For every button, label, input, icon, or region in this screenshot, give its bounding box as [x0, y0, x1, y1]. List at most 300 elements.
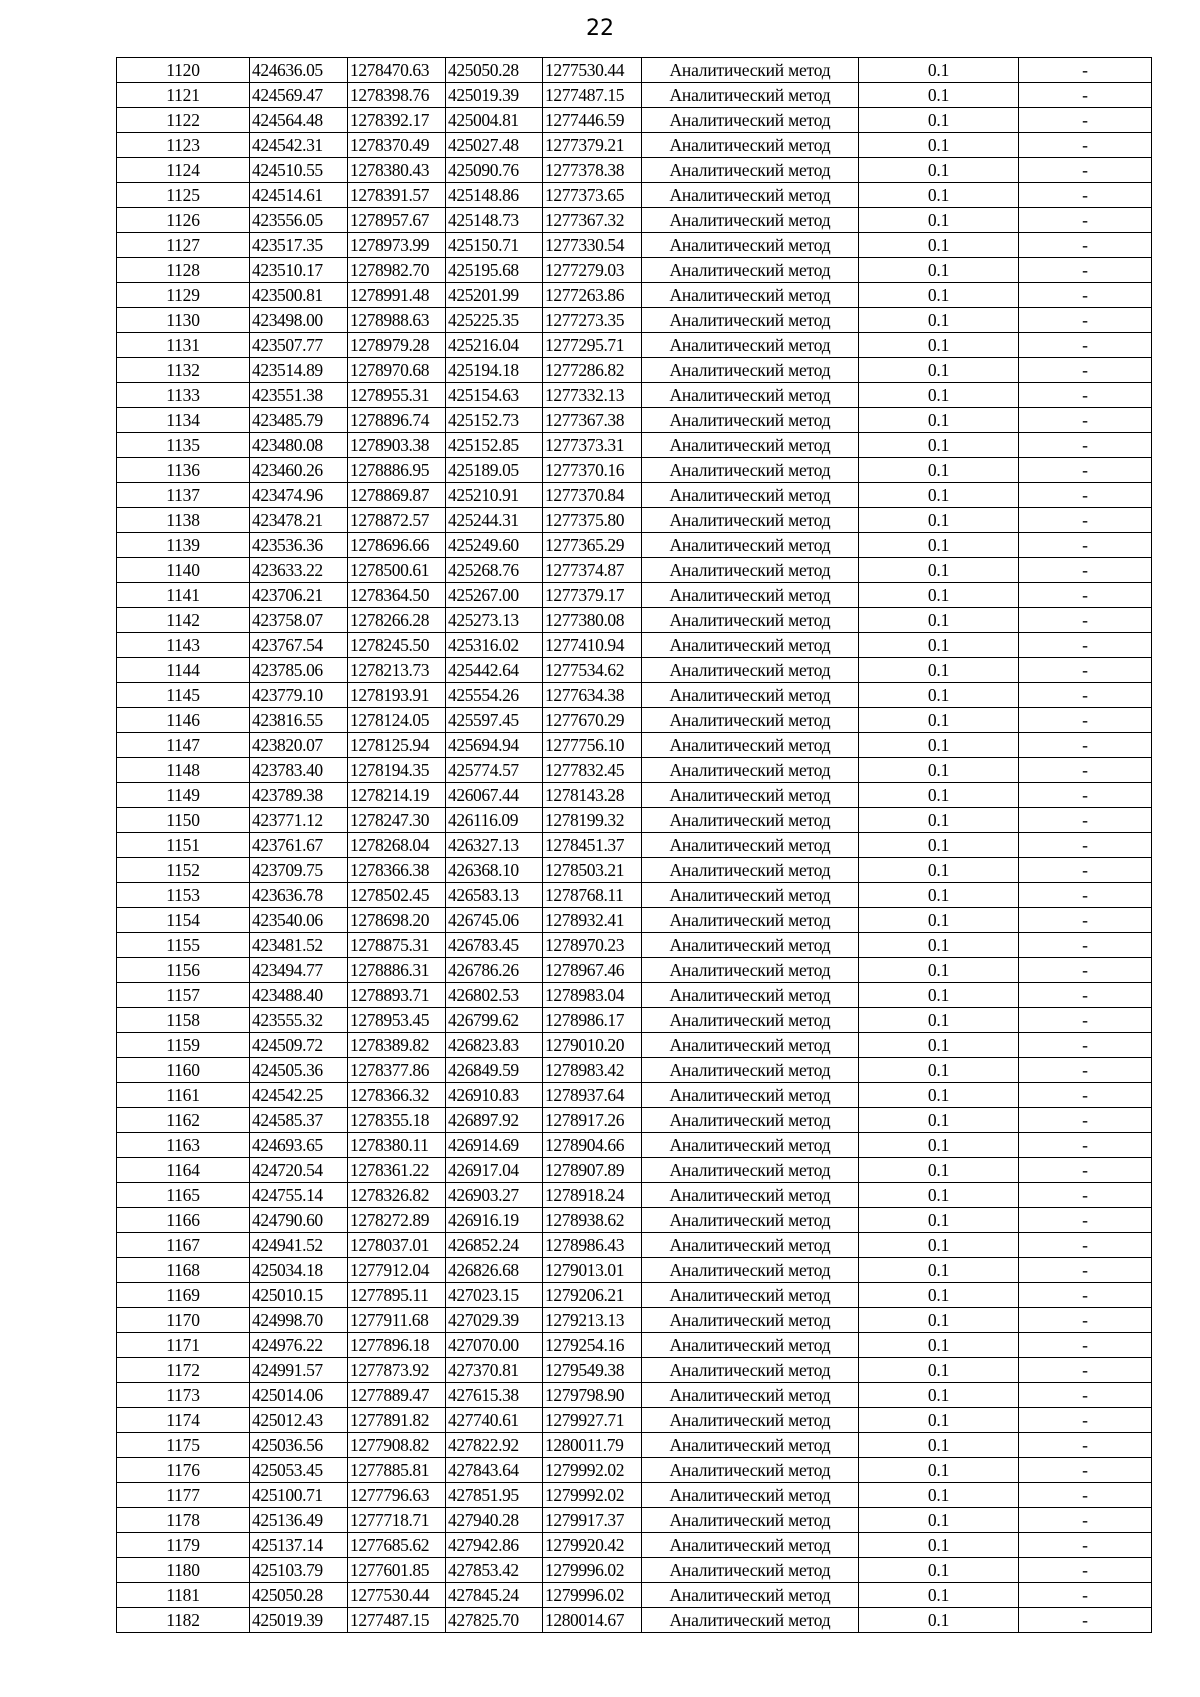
table-row: [117, 933, 1152, 958]
x2-cell: 426823.83: [446, 1033, 543, 1058]
y1-cell: 1278500.61: [348, 558, 446, 583]
y1-cell: 1278194.35: [348, 758, 446, 783]
accuracy-cell: 0.1: [859, 408, 1019, 433]
method-cell: Аналитический метод: [642, 1433, 859, 1458]
x1-cell: 425019.39: [250, 1608, 348, 1633]
method-cell: Аналитический метод: [642, 308, 859, 333]
y1-cell: 1278903.38: [348, 433, 446, 458]
y2-cell: 1277273.35: [543, 308, 642, 333]
accuracy-cell: 0.1: [859, 333, 1019, 358]
method-cell: Аналитический метод: [642, 408, 859, 433]
table-row: [117, 258, 1152, 283]
method-cell: Аналитический метод: [642, 1358, 859, 1383]
note-cell: -: [1019, 1233, 1152, 1258]
point-number-cell: 1129: [117, 283, 250, 308]
accuracy-cell: 0.1: [859, 933, 1019, 958]
method-cell: Аналитический метод: [642, 1458, 859, 1483]
accuracy-cell: 0.1: [859, 83, 1019, 108]
table-row: [117, 1533, 1152, 1558]
table-row: [117, 658, 1152, 683]
method-cell: Аналитический метод: [642, 158, 859, 183]
x1-cell: 424790.60: [250, 1208, 348, 1233]
note-cell: -: [1019, 333, 1152, 358]
coordinates-table-body: [117, 58, 1152, 1633]
x2-cell: 427023.15: [446, 1283, 543, 1308]
table-row: [117, 958, 1152, 983]
point-number-cell: 1170: [117, 1308, 250, 1333]
x2-cell: 427615.38: [446, 1383, 543, 1408]
table-row: [117, 833, 1152, 858]
table-row: [117, 633, 1152, 658]
table-row: [117, 1158, 1152, 1183]
method-cell: Аналитический метод: [642, 608, 859, 633]
y2-cell: 1279992.02: [543, 1483, 642, 1508]
x1-cell: 423494.77: [250, 958, 348, 983]
x2-cell: 426897.92: [446, 1108, 543, 1133]
point-number-cell: 1145: [117, 683, 250, 708]
x1-cell: 423556.05: [250, 208, 348, 233]
y1-cell: 1278988.63: [348, 308, 446, 333]
x1-cell: 423555.32: [250, 1008, 348, 1033]
x2-cell: 426916.19: [446, 1208, 543, 1233]
note-cell: -: [1019, 1058, 1152, 1083]
note-cell: -: [1019, 83, 1152, 108]
note-cell: -: [1019, 1583, 1152, 1608]
y2-cell: 1277378.38: [543, 158, 642, 183]
x2-cell: 425152.73: [446, 408, 543, 433]
accuracy-cell: 0.1: [859, 1083, 1019, 1108]
point-number-cell: 1127: [117, 233, 250, 258]
accuracy-cell: 0.1: [859, 1508, 1019, 1533]
table-row: [117, 1008, 1152, 1033]
y2-cell: 1278937.64: [543, 1083, 642, 1108]
table-row: [117, 983, 1152, 1008]
note-cell: -: [1019, 308, 1152, 333]
table-row: [117, 1258, 1152, 1283]
accuracy-cell: 0.1: [859, 758, 1019, 783]
x1-cell: 424976.22: [250, 1333, 348, 1358]
table-row: [117, 83, 1152, 108]
y1-cell: 1278037.01: [348, 1233, 446, 1258]
x2-cell: 427370.81: [446, 1358, 543, 1383]
note-cell: -: [1019, 433, 1152, 458]
point-number-cell: 1146: [117, 708, 250, 733]
y1-cell: 1278370.49: [348, 133, 446, 158]
x2-cell: 426903.27: [446, 1183, 543, 1208]
y2-cell: 1277330.54: [543, 233, 642, 258]
note-cell: -: [1019, 758, 1152, 783]
accuracy-cell: 0.1: [859, 1158, 1019, 1183]
accuracy-cell: 0.1: [859, 1233, 1019, 1258]
y2-cell: 1277295.71: [543, 333, 642, 358]
x1-cell: 423709.75: [250, 858, 348, 883]
note-cell: -: [1019, 1183, 1152, 1208]
table-row: [117, 1583, 1152, 1608]
x1-cell: 424542.25: [250, 1083, 348, 1108]
method-cell: Аналитический метод: [642, 58, 859, 83]
x2-cell: 425597.45: [446, 708, 543, 733]
note-cell: -: [1019, 1333, 1152, 1358]
y1-cell: 1278380.11: [348, 1133, 446, 1158]
note-cell: -: [1019, 658, 1152, 683]
table-row: [117, 1558, 1152, 1583]
table-row: [117, 558, 1152, 583]
method-cell: Аналитический метод: [642, 1108, 859, 1133]
table-row: [117, 683, 1152, 708]
y1-cell: 1278973.99: [348, 233, 446, 258]
point-number-cell: 1144: [117, 658, 250, 683]
y2-cell: 1277379.21: [543, 133, 642, 158]
note-cell: -: [1019, 933, 1152, 958]
point-number-cell: 1131: [117, 333, 250, 358]
point-number-cell: 1177: [117, 1483, 250, 1508]
x2-cell: 427851.95: [446, 1483, 543, 1508]
accuracy-cell: 0.1: [859, 733, 1019, 758]
method-cell: Аналитический метод: [642, 883, 859, 908]
note-cell: -: [1019, 1083, 1152, 1108]
x2-cell: 427853.42: [446, 1558, 543, 1583]
y1-cell: 1277908.82: [348, 1433, 446, 1458]
x1-cell: 425036.56: [250, 1433, 348, 1458]
accuracy-cell: 0.1: [859, 483, 1019, 508]
table-row: [117, 1608, 1152, 1633]
accuracy-cell: 0.1: [859, 258, 1019, 283]
y1-cell: 1278502.45: [348, 883, 446, 908]
method-cell: Аналитический метод: [642, 1608, 859, 1633]
x2-cell: 426583.13: [446, 883, 543, 908]
y1-cell: 1277487.15: [348, 1608, 446, 1633]
x1-cell: 425103.79: [250, 1558, 348, 1583]
y2-cell: 1278938.62: [543, 1208, 642, 1233]
y2-cell: 1278199.32: [543, 808, 642, 833]
note-cell: -: [1019, 1483, 1152, 1508]
x1-cell: 425014.06: [250, 1383, 348, 1408]
method-cell: Аналитический метод: [642, 183, 859, 208]
note-cell: -: [1019, 508, 1152, 533]
note-cell: -: [1019, 1283, 1152, 1308]
x1-cell: 423820.07: [250, 733, 348, 758]
accuracy-cell: 0.1: [859, 308, 1019, 333]
table-row: [117, 383, 1152, 408]
method-cell: Аналитический метод: [642, 1008, 859, 1033]
x1-cell: 423498.00: [250, 308, 348, 333]
note-cell: -: [1019, 633, 1152, 658]
table-row: [117, 758, 1152, 783]
x2-cell: 426802.53: [446, 983, 543, 1008]
note-cell: -: [1019, 1158, 1152, 1183]
x2-cell: 426849.59: [446, 1058, 543, 1083]
y1-cell: 1278361.22: [348, 1158, 446, 1183]
note-cell: -: [1019, 1408, 1152, 1433]
accuracy-cell: 0.1: [859, 458, 1019, 483]
point-number-cell: 1161: [117, 1083, 250, 1108]
point-number-cell: 1156: [117, 958, 250, 983]
note-cell: -: [1019, 783, 1152, 808]
point-number-cell: 1174: [117, 1408, 250, 1433]
x2-cell: 425152.85: [446, 433, 543, 458]
note-cell: -: [1019, 533, 1152, 558]
x2-cell: 425027.48: [446, 133, 543, 158]
method-cell: Аналитический метод: [642, 733, 859, 758]
accuracy-cell: 0.1: [859, 658, 1019, 683]
method-cell: Аналитический метод: [642, 1083, 859, 1108]
method-cell: Аналитический метод: [642, 808, 859, 833]
accuracy-cell: 0.1: [859, 1033, 1019, 1058]
point-number-cell: 1124: [117, 158, 250, 183]
point-number-cell: 1157: [117, 983, 250, 1008]
point-number-cell: 1176: [117, 1458, 250, 1483]
x2-cell: 427070.00: [446, 1333, 543, 1358]
note-cell: -: [1019, 808, 1152, 833]
note-cell: -: [1019, 158, 1152, 183]
method-cell: Аналитический метод: [642, 333, 859, 358]
x2-cell: 426067.44: [446, 783, 543, 808]
method-cell: Аналитический метод: [642, 433, 859, 458]
y1-cell: 1278389.82: [348, 1033, 446, 1058]
point-number-cell: 1153: [117, 883, 250, 908]
method-cell: Аналитический метод: [642, 633, 859, 658]
y1-cell: 1278326.82: [348, 1183, 446, 1208]
accuracy-cell: 0.1: [859, 1408, 1019, 1433]
x2-cell: 426852.24: [446, 1233, 543, 1258]
note-cell: -: [1019, 283, 1152, 308]
y1-cell: 1278696.66: [348, 533, 446, 558]
method-cell: Аналитический метод: [642, 1583, 859, 1608]
note-cell: -: [1019, 1508, 1152, 1533]
note-cell: -: [1019, 458, 1152, 483]
y2-cell: 1279010.20: [543, 1033, 642, 1058]
table-row: [117, 1208, 1152, 1233]
x1-cell: 423536.36: [250, 533, 348, 558]
y2-cell: 1277332.13: [543, 383, 642, 408]
y1-cell: 1277885.81: [348, 1458, 446, 1483]
y1-cell: 1277896.18: [348, 1333, 446, 1358]
x2-cell: 426368.10: [446, 858, 543, 883]
table-row: [117, 1483, 1152, 1508]
x1-cell: 423481.52: [250, 933, 348, 958]
y2-cell: 1277487.15: [543, 83, 642, 108]
accuracy-cell: 0.1: [859, 608, 1019, 633]
accuracy-cell: 0.1: [859, 1308, 1019, 1333]
x1-cell: 424991.57: [250, 1358, 348, 1383]
note-cell: -: [1019, 1533, 1152, 1558]
x2-cell: 426914.69: [446, 1133, 543, 1158]
method-cell: Аналитический метод: [642, 533, 859, 558]
accuracy-cell: 0.1: [859, 133, 1019, 158]
y2-cell: 1277756.10: [543, 733, 642, 758]
x1-cell: 424505.36: [250, 1058, 348, 1083]
x1-cell: 424564.48: [250, 108, 348, 133]
method-cell: Аналитический метод: [642, 1558, 859, 1583]
table-row: [117, 1308, 1152, 1333]
point-number-cell: 1175: [117, 1433, 250, 1458]
method-cell: Аналитический метод: [642, 1058, 859, 1083]
x1-cell: 423771.12: [250, 808, 348, 833]
x1-cell: 423514.89: [250, 358, 348, 383]
point-number-cell: 1136: [117, 458, 250, 483]
y2-cell: 1277365.29: [543, 533, 642, 558]
y1-cell: 1277530.44: [348, 1583, 446, 1608]
y2-cell: 1277367.38: [543, 408, 642, 433]
table-row: [117, 1333, 1152, 1358]
x2-cell: 426116.09: [446, 808, 543, 833]
accuracy-cell: 0.1: [859, 383, 1019, 408]
y1-cell: 1277873.92: [348, 1358, 446, 1383]
note-cell: -: [1019, 383, 1152, 408]
table-row: [117, 233, 1152, 258]
x2-cell: 425694.94: [446, 733, 543, 758]
x2-cell: 427940.28: [446, 1508, 543, 1533]
x2-cell: 427825.70: [446, 1608, 543, 1633]
point-number-cell: 1126: [117, 208, 250, 233]
accuracy-cell: 0.1: [859, 808, 1019, 833]
method-cell: Аналитический метод: [642, 358, 859, 383]
x2-cell: 425148.73: [446, 208, 543, 233]
y1-cell: 1277718.71: [348, 1508, 446, 1533]
coordinates-table: [116, 57, 1152, 1633]
note-cell: -: [1019, 1008, 1152, 1033]
table-row: [117, 208, 1152, 233]
accuracy-cell: 0.1: [859, 783, 1019, 808]
x1-cell: 424941.52: [250, 1233, 348, 1258]
table-row: [117, 783, 1152, 808]
note-cell: -: [1019, 1383, 1152, 1408]
y2-cell: 1277370.84: [543, 483, 642, 508]
method-cell: Аналитический метод: [642, 383, 859, 408]
table-row: [117, 333, 1152, 358]
table-row: [117, 158, 1152, 183]
note-cell: -: [1019, 408, 1152, 433]
accuracy-cell: 0.1: [859, 1183, 1019, 1208]
y1-cell: 1278272.89: [348, 1208, 446, 1233]
table-row: [117, 433, 1152, 458]
point-number-cell: 1133: [117, 383, 250, 408]
y2-cell: 1278986.43: [543, 1233, 642, 1258]
method-cell: Аналитический метод: [642, 1133, 859, 1158]
y2-cell: 1278932.41: [543, 908, 642, 933]
point-number-cell: 1152: [117, 858, 250, 883]
accuracy-cell: 0.1: [859, 683, 1019, 708]
x1-cell: 424720.54: [250, 1158, 348, 1183]
point-number-cell: 1149: [117, 783, 250, 808]
table-row: [117, 1133, 1152, 1158]
accuracy-cell: 0.1: [859, 233, 1019, 258]
note-cell: -: [1019, 233, 1152, 258]
accuracy-cell: 0.1: [859, 1283, 1019, 1308]
y1-cell: 1278268.04: [348, 833, 446, 858]
y2-cell: 1277375.80: [543, 508, 642, 533]
method-cell: Аналитический метод: [642, 783, 859, 808]
note-cell: -: [1019, 908, 1152, 933]
point-number-cell: 1182: [117, 1608, 250, 1633]
y1-cell: 1278875.31: [348, 933, 446, 958]
x1-cell: 423779.10: [250, 683, 348, 708]
y1-cell: 1278991.48: [348, 283, 446, 308]
point-number-cell: 1151: [117, 833, 250, 858]
x1-cell: 423500.81: [250, 283, 348, 308]
method-cell: Аналитический метод: [642, 983, 859, 1008]
note-cell: -: [1019, 133, 1152, 158]
accuracy-cell: 0.1: [859, 433, 1019, 458]
point-number-cell: 1168: [117, 1258, 250, 1283]
method-cell: Аналитический метод: [642, 283, 859, 308]
y1-cell: 1278470.63: [348, 58, 446, 83]
y1-cell: 1278213.73: [348, 658, 446, 683]
point-number-cell: 1147: [117, 733, 250, 758]
y2-cell: 1277286.82: [543, 358, 642, 383]
point-number-cell: 1120: [117, 58, 250, 83]
accuracy-cell: 0.1: [859, 1533, 1019, 1558]
note-cell: -: [1019, 1608, 1152, 1633]
accuracy-cell: 0.1: [859, 1108, 1019, 1133]
x2-cell: 425090.76: [446, 158, 543, 183]
y2-cell: 1277534.62: [543, 658, 642, 683]
method-cell: Аналитический метод: [642, 708, 859, 733]
x2-cell: 425316.02: [446, 633, 543, 658]
note-cell: -: [1019, 583, 1152, 608]
x2-cell: 427029.39: [446, 1308, 543, 1333]
x1-cell: 424509.72: [250, 1033, 348, 1058]
table-row: [117, 1183, 1152, 1208]
point-number-cell: 1125: [117, 183, 250, 208]
point-number-cell: 1167: [117, 1233, 250, 1258]
note-cell: -: [1019, 1133, 1152, 1158]
x2-cell: 426799.62: [446, 1008, 543, 1033]
method-cell: Аналитический метод: [642, 1308, 859, 1333]
point-number-cell: 1121: [117, 83, 250, 108]
table-row: [117, 1508, 1152, 1533]
note-cell: -: [1019, 483, 1152, 508]
point-number-cell: 1138: [117, 508, 250, 533]
y1-cell: 1278391.57: [348, 183, 446, 208]
table-row: [117, 1233, 1152, 1258]
point-number-cell: 1158: [117, 1008, 250, 1033]
x2-cell: 425267.00: [446, 583, 543, 608]
x2-cell: 425268.76: [446, 558, 543, 583]
table-row: [117, 1408, 1152, 1433]
note-cell: -: [1019, 208, 1152, 233]
y2-cell: 1278918.24: [543, 1183, 642, 1208]
note-cell: -: [1019, 883, 1152, 908]
y1-cell: 1278125.94: [348, 733, 446, 758]
note-cell: -: [1019, 858, 1152, 883]
y1-cell: 1278982.70: [348, 258, 446, 283]
x1-cell: 424510.55: [250, 158, 348, 183]
x1-cell: 423478.21: [250, 508, 348, 533]
table-row: [117, 533, 1152, 558]
y1-cell: 1278366.38: [348, 858, 446, 883]
note-cell: -: [1019, 183, 1152, 208]
point-number-cell: 1165: [117, 1183, 250, 1208]
accuracy-cell: 0.1: [859, 983, 1019, 1008]
y2-cell: 1278904.66: [543, 1133, 642, 1158]
accuracy-cell: 0.1: [859, 1558, 1019, 1583]
x2-cell: 425249.60: [446, 533, 543, 558]
note-cell: -: [1019, 558, 1152, 583]
y1-cell: 1277912.04: [348, 1258, 446, 1283]
method-cell: Аналитический метод: [642, 1258, 859, 1283]
method-cell: Аналитический метод: [642, 458, 859, 483]
y2-cell: 1279798.90: [543, 1383, 642, 1408]
table-row: [117, 1358, 1152, 1383]
table-row: [117, 608, 1152, 633]
table-row: [117, 583, 1152, 608]
method-cell: Аналитический метод: [642, 208, 859, 233]
y2-cell: 1278986.17: [543, 1008, 642, 1033]
note-cell: -: [1019, 1458, 1152, 1483]
note-cell: -: [1019, 1433, 1152, 1458]
point-number-cell: 1137: [117, 483, 250, 508]
